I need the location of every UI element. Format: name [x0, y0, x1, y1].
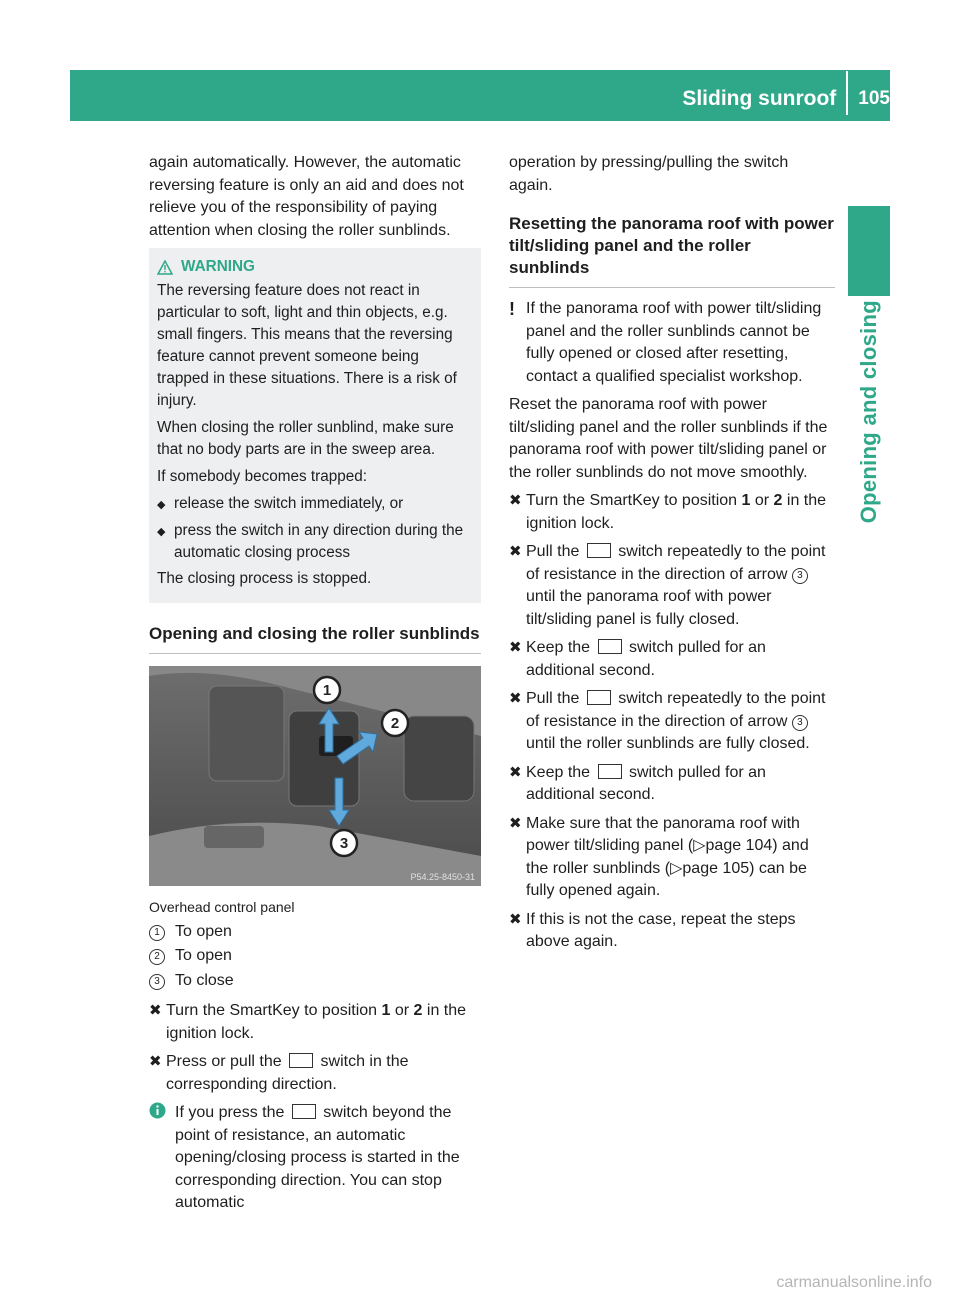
running-header	[682, 84, 890, 114]
legend-text: To close	[175, 971, 234, 989]
legend-number: 2	[149, 949, 165, 965]
figure-code: P54.25-8450-31	[410, 872, 475, 882]
step-marker-icon: ✖	[509, 814, 522, 832]
step-text: Press or pull the switch in the corresponding direction.	[166, 1053, 409, 1093]
warning-paragraph: The closing process is stopped.	[157, 570, 372, 587]
info-icon	[149, 1102, 175, 1215]
callout-label: 2	[390, 715, 400, 732]
step-marker-icon: ✖	[509, 910, 522, 928]
legend-number: 3	[149, 974, 165, 990]
instruction-step	[509, 541, 835, 631]
step-text: Pull the switch repeatedly to the point of resistance in the direction of arrow 3 until the panorama roof with power tilt/sliding panel is fully closed.	[526, 543, 826, 628]
arrow-number: 3	[792, 568, 808, 584]
legend-text: To open	[175, 922, 232, 940]
instruction-step	[509, 490, 835, 535]
instruction-step	[509, 813, 835, 903]
step-marker-icon: ✖	[149, 1053, 162, 1070]
legend-item	[149, 945, 481, 968]
instruction-step	[149, 1000, 481, 1045]
instruction-step	[509, 909, 835, 954]
step-marker-icon: ✖	[509, 639, 522, 656]
section-heading: Resetting the panorama roof with power tilt/sliding panel and the roller sunblinds	[509, 213, 835, 288]
warning-paragraph: The reversing feature does not react in particular to soft, light and thin objects, e.g. small fingers. This means that the reversing feature cannot prevent someone being trapped in these situations. There is a risk of injury.	[157, 282, 457, 409]
warning-bullet	[157, 520, 473, 564]
figure-caption: Overhead control panel	[149, 899, 295, 915]
warning-paragraph: When closing the roller sunblind, make sure that no body parts are in the sweep area.	[157, 419, 454, 458]
reset-intro: Reset the panorama roof with power tilt/sliding panel and the roller sunblinds if the panorama roof with power tilt/sliding panel or the roller sunblinds do not move smoothly.	[509, 396, 828, 481]
step-marker-icon: ✖	[509, 690, 522, 707]
warning-header	[157, 256, 473, 278]
switch-icon	[598, 764, 622, 779]
step-text: Keep the switch pulled for an additional second.	[526, 639, 766, 679]
bullet-marker-icon: ◆	[157, 526, 166, 538]
warning-box	[149, 248, 481, 603]
arrow-number: 3	[792, 715, 808, 731]
watermark: carmanualsonline.info	[776, 1273, 932, 1291]
instruction-step	[149, 1051, 481, 1096]
section-title: Sliding sunroof	[682, 86, 837, 110]
switch-icon	[292, 1104, 316, 1119]
instruction-step	[509, 637, 835, 682]
step-marker-icon: ✖	[149, 1002, 162, 1019]
chapter-label	[840, 300, 898, 660]
page-number: 105	[858, 87, 890, 109]
legend-item	[149, 921, 481, 944]
continued-paragraph: operation by pressing/pulling the switch again.	[509, 154, 789, 194]
exclamation-icon: !	[509, 299, 515, 319]
step-marker-icon: ✖	[509, 763, 522, 781]
warning-paragraph: If somebody becomes trapped:	[157, 468, 368, 485]
caution-text: If the panorama roof with power tilt/sliding panel and the roller sunblinds cannot be fully opened or closed after resetting, contact a qualified specialist workshop.	[526, 300, 822, 385]
switch-icon	[587, 690, 611, 705]
switch-icon	[587, 543, 611, 558]
bullet-marker-icon: ◆	[157, 499, 166, 511]
warning-triangle-icon	[157, 260, 173, 275]
instruction-step	[509, 762, 835, 807]
warning-bullet	[157, 493, 473, 516]
switch-icon	[289, 1053, 313, 1068]
page-ref-arrow-icon: ▷	[693, 837, 706, 854]
instruction-step	[509, 688, 835, 756]
overhead-panel-photo	[149, 666, 481, 886]
callout-label: 1	[322, 682, 332, 699]
chapter-tab	[848, 206, 890, 296]
header-divider	[846, 71, 848, 115]
step-text: Keep the switch pulled for an additional second.	[526, 763, 766, 803]
page-ref-arrow-icon: ▷	[670, 859, 683, 877]
intro-paragraph: again automatically. However, the automatic reversing feature is only an aid and does not relieve you of the responsibility of paying attention when closing the roller sunblinds.	[149, 154, 464, 239]
right-column	[509, 152, 835, 960]
bullet-text: release the switch immediately, or	[174, 495, 404, 512]
page-link[interactable]: page 104	[705, 837, 773, 854]
info-note	[149, 1102, 481, 1215]
step-text: Pull the switch repeatedly to the point of resistance in the direction of arrow 3 until the roller sunblinds are fully closed.	[526, 690, 826, 752]
warning-title: WARNING	[181, 258, 255, 275]
step-marker-icon: ✖	[509, 543, 522, 560]
bullet-text: press the switch in any direction during the automatic closing process	[174, 522, 464, 561]
step-marker-icon: ✖	[509, 492, 522, 509]
callout-label: 3	[339, 835, 349, 852]
switch-icon	[598, 639, 622, 654]
step-text: Turn the SmartKey to position 1 or 2 in the ignition lock.	[526, 492, 827, 532]
left-column	[149, 152, 481, 1215]
step-text: Make sure that the panorama roof with power tilt/sliding panel (▷page 104) and the roller sunblinds (▷page 105) can be fully opened again.	[526, 814, 809, 899]
chapter-label-text: Opening and closing	[855, 300, 881, 524]
step-text: Turn the SmartKey to position 1 or 2 in the ignition lock.	[166, 1002, 467, 1042]
caution-note	[509, 298, 835, 388]
info-text: If you press the switch beyond the point of resistance, an automatic opening/closing process is started in the corresponding direction. You can stop automatic	[175, 1104, 460, 1211]
legend-text: To open	[175, 947, 232, 964]
step-text: If this is not the case, repeat the steps above again.	[526, 910, 796, 950]
legend-number: 1	[149, 925, 165, 941]
legend-item	[149, 970, 481, 993]
page-link[interactable]: page 105	[682, 859, 750, 877]
section-heading: Opening and closing the roller sunblinds	[149, 623, 481, 654]
